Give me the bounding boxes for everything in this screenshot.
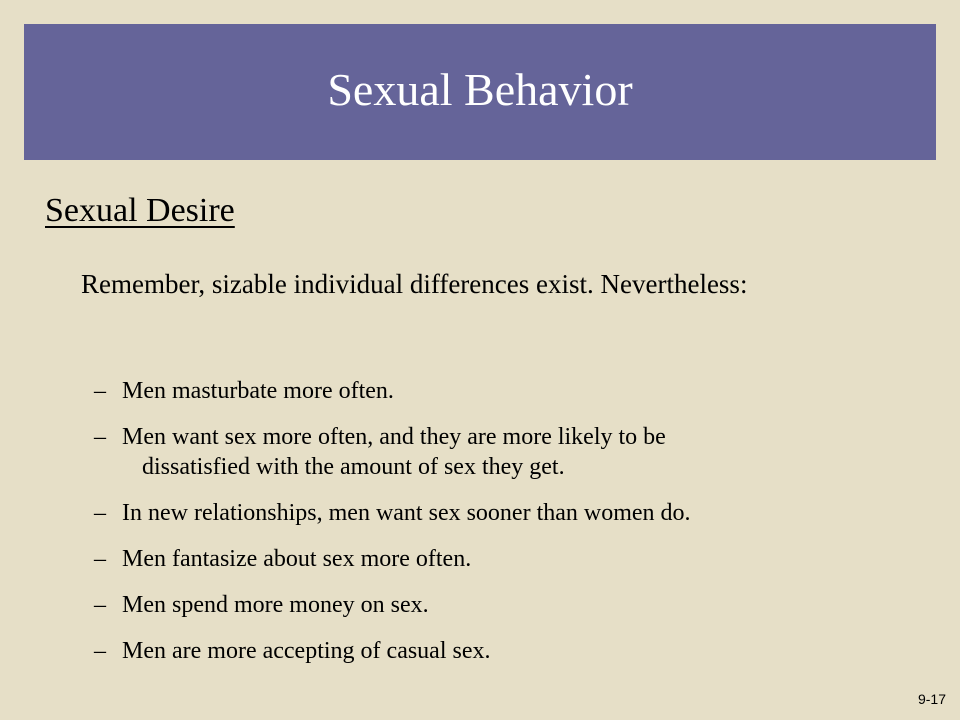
- bullet-text: Men spend more money on sex.: [122, 592, 429, 618]
- bullet-list: [94, 376, 914, 682]
- bullet-item: [94, 636, 914, 666]
- bullet-text: Men are more accepting of casual sex.: [122, 638, 491, 664]
- bullet-marker: –: [94, 424, 106, 450]
- bullet-marker: –: [94, 638, 106, 664]
- bullet-marker: –: [94, 592, 106, 618]
- title-bar: [24, 24, 936, 160]
- bullet-item: [94, 376, 914, 406]
- bullet-text: Men masturbate more often.: [122, 378, 394, 404]
- slide-subtitle: Sexual Desire: [45, 192, 235, 229]
- slide-title: Sexual Behavior: [327, 64, 633, 115]
- slide-number: 9-17: [917, 691, 946, 707]
- bullet-text: Men want sex more often, and they are more likely to be: [122, 424, 666, 450]
- bullet-marker: –: [94, 378, 106, 404]
- bullet-text: Men fantasize about sex more often.: [122, 546, 472, 572]
- bullet-item: [94, 544, 914, 574]
- bullet-marker: –: [94, 546, 106, 572]
- bullet-text: In new relationships, men want sex sooner than women do.: [122, 500, 691, 526]
- bullet-text-continuation: dissatisfied with the amount of sex they get.: [142, 454, 565, 480]
- bullet-marker: –: [94, 500, 106, 526]
- bullet-item: [94, 498, 914, 528]
- intro-text: Remember, sizable individual differences exist. Nevertheless:: [81, 269, 748, 299]
- bullet-item: [94, 590, 914, 620]
- bullet-item: [94, 422, 914, 482]
